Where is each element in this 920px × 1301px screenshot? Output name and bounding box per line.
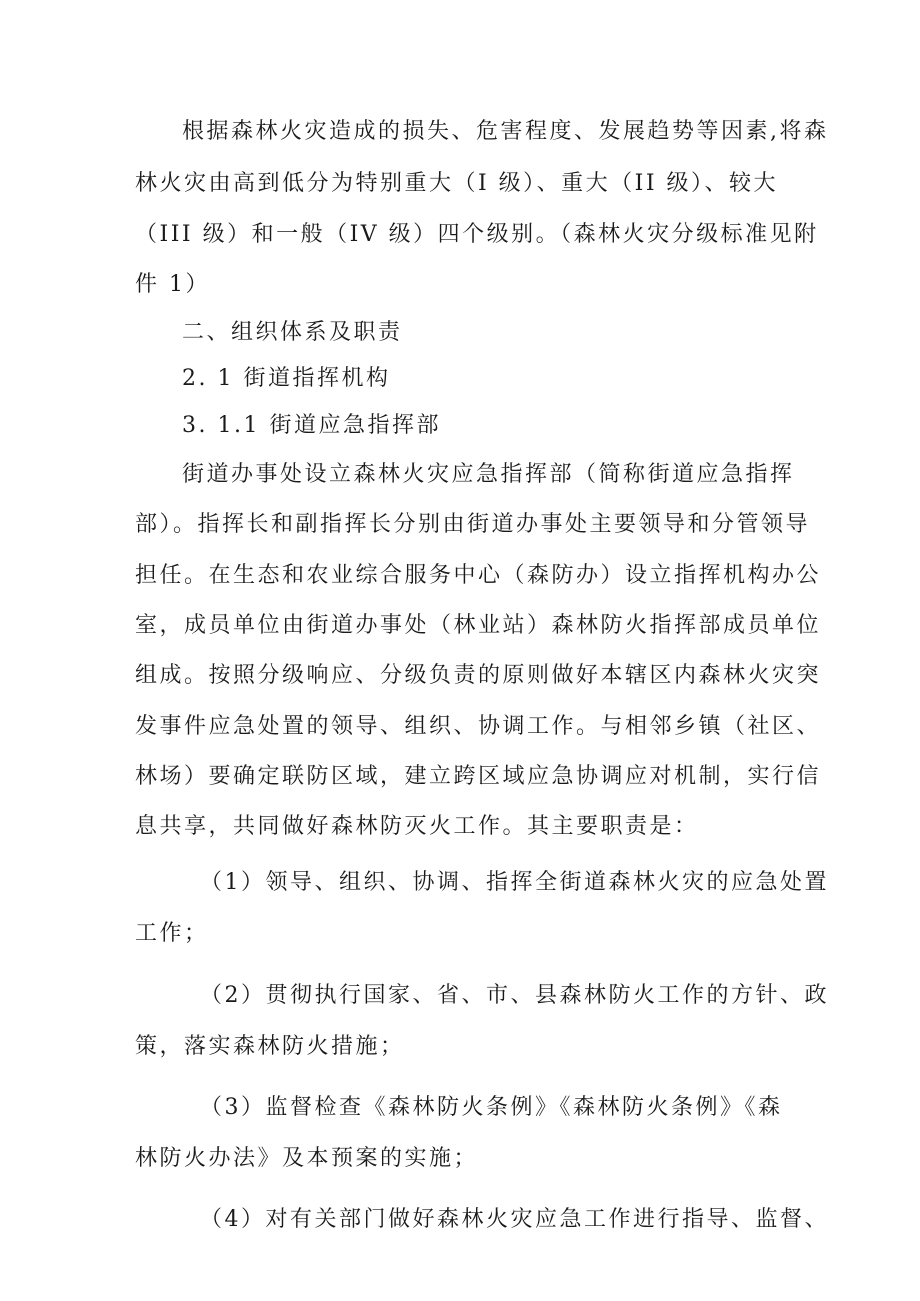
text-line: 工作； [135,921,209,946]
text-line: （1）领导、组织、协调、指挥全街道森林火灾的应急处置 [200,870,829,895]
section-heading-organization: 二、组织体系及职责 [182,320,403,345]
text-line: 担任。在生态和农业综合服务中心（森防办）设立指挥机构办公 [135,563,822,588]
subsection-heading-street-command: 2. 1 街道指挥机构 [182,366,391,391]
subsection-heading-emergency-hq: 3. 1.1 街道应急指挥部 [182,413,441,438]
text-line: 部）。指挥长和副指挥长分别由街道办事处主要领导和分管领导 [135,512,811,537]
text-line: （4）对有关部门做好森林火灾应急工作进行指导、监督、 [200,1207,829,1232]
text-line: （3）监督检查《森林防火条例》《森林防火条例》《森 [200,1095,783,1120]
text-line: 息共享，共同做好森林防灭火工作。其主要职责是： [135,814,699,839]
text-line: 组成。按照分级响应、分级负责的原则做好本辖区内森林火灾突 [135,663,822,688]
text-line: 林火灾由高到低分为特别重大（I 级）、重大（II 级）、较大 [135,171,779,196]
text-line: 发事件应急处置的领导、组织、协调工作。与相邻乡镇（社区、 [135,714,822,739]
text-line: 街道办事处设立森林火灾应急指挥部（简称街道应急指挥 [182,462,795,487]
text-line: （2）贯彻执行国家、省、市、县森林防火工作的方针、政 [200,983,829,1008]
text-line: 室，成员单位由街道办事处（林业站）森林防火指挥部成员单位 [135,613,822,638]
text-line: 林场）要确定联防区域，建立跨区域应急协调应对机制，实行信 [135,764,822,789]
text-line: （III 级）和一般（IV 级）四个级别。（森林火灾分级标准见附 [135,222,819,247]
text-line: 件 1） [135,272,210,297]
text-line: 根据森林火灾造成的损失、危害程度、发展趋势等因素,将森 [182,119,829,144]
text-line: 策，落实森林防火措施； [135,1034,405,1059]
text-line: 林防火办法》及本预案的实施； [135,1146,479,1171]
